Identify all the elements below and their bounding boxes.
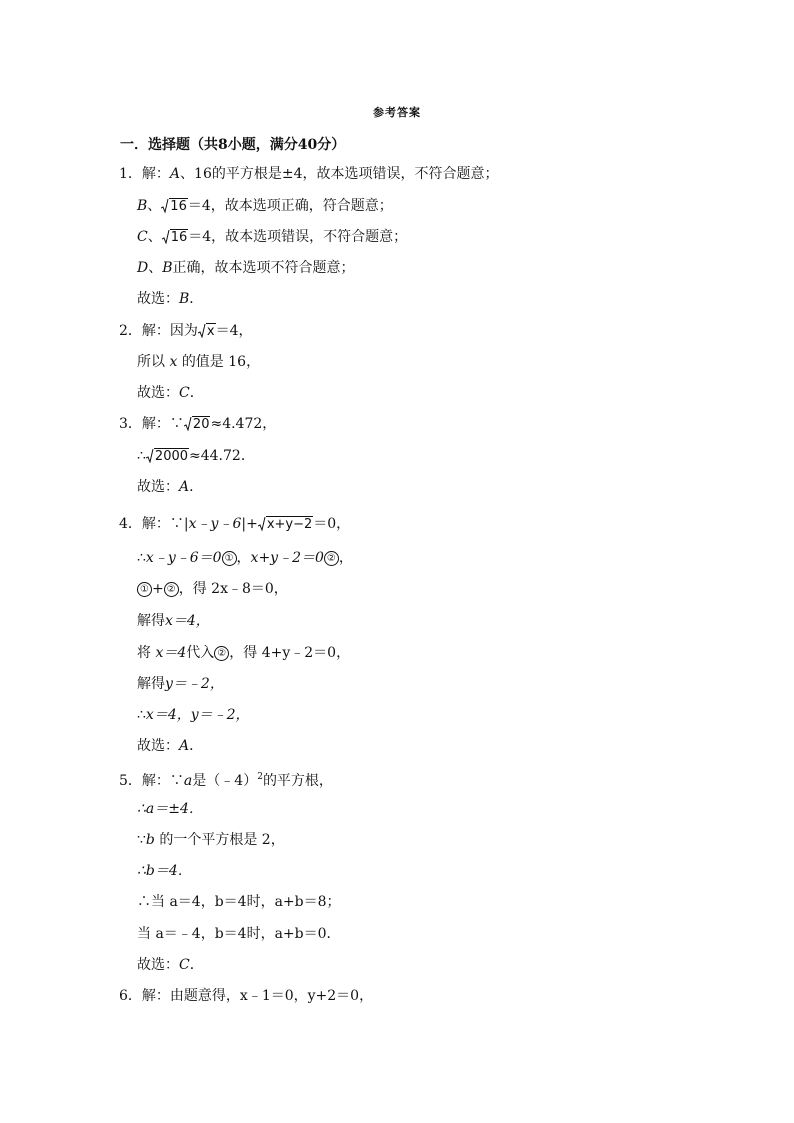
- q1-answer: [137, 290, 203, 308]
- answer-choice: A: [179, 738, 190, 754]
- q4-sub-into: 代入: [186, 645, 215, 661]
- q5-exponent: 2: [257, 772, 263, 782]
- q1-text-d: 正确，故本选项不符合题意；: [172, 260, 355, 276]
- q5-line-1: [119, 768, 333, 790]
- q4-eq-1: x﹣y﹣6＝0: [145, 550, 222, 566]
- q5-text-2: 是（﹣4）: [192, 773, 258, 789]
- q1-option-b: B: [137, 198, 148, 214]
- q4-comma: ，: [338, 550, 353, 566]
- circle-2-marker: ②: [164, 582, 179, 597]
- therefore-sign: ∴: [137, 707, 146, 723]
- radicand: 16: [170, 199, 187, 214]
- plus-sign: +: [152, 581, 164, 597]
- circle-1-marker: ①: [222, 551, 237, 566]
- q5-line-5: [137, 893, 341, 911]
- answer-label: 故选：: [137, 479, 179, 495]
- q4-abs-expr: x﹣y﹣6: [188, 516, 242, 532]
- q4-solution-x: x＝4，: [165, 613, 210, 629]
- q4-line-5: [137, 644, 350, 662]
- therefore-sign: ∴: [137, 448, 146, 464]
- q3-text-2: ≈4.472，: [210, 416, 277, 432]
- sqrt-radical: [161, 197, 188, 216]
- q5-text-3: 的平方根，: [262, 773, 333, 789]
- q2-text-1: 解：因为: [141, 323, 198, 339]
- q3-line-2: [137, 447, 255, 466]
- q5-result-b: ∴b＝4．: [137, 863, 192, 879]
- circle-2-marker: ②: [214, 646, 229, 661]
- q1-comma-b: 、: [147, 198, 162, 214]
- q1-comma-c: 、: [147, 229, 162, 245]
- q2-line-1: [119, 322, 253, 341]
- q3-number: 3．: [119, 416, 142, 432]
- q3-answer: [137, 478, 203, 496]
- therefore-sign: ∴: [137, 550, 146, 566]
- q5-text-1: 解：∵: [141, 773, 184, 789]
- q4-line-4: [137, 612, 210, 630]
- q5-var-b: b: [145, 832, 155, 848]
- q4-text-4: ，得 4+y﹣2＝0，: [229, 645, 351, 661]
- q5-number: 5．: [119, 773, 142, 789]
- q4-number: 4．: [119, 516, 142, 532]
- q2-var-x: x: [169, 354, 178, 370]
- answer-period: ．: [189, 291, 204, 307]
- q6-text-1: 解：由题意得，x﹣1＝0，y+2＝0，: [141, 988, 374, 1004]
- section-heading: 一．选择题（共8小题，满分40分）: [120, 137, 346, 153]
- q5-case-2: 当 a＝﹣4，b＝4时，a+b＝0．: [137, 926, 341, 942]
- q4-text-1: 解：∵|: [141, 516, 189, 532]
- q4-abs-close: |+: [241, 516, 258, 532]
- radicand: 2000: [154, 449, 189, 464]
- q3-text-3: ≈44.72．: [189, 448, 255, 464]
- q6-line-1: [119, 987, 373, 1005]
- answer-label: 故选：: [137, 957, 179, 973]
- q4-sub-value: x＝4: [155, 645, 187, 661]
- q2-text-2: ＝4，: [215, 323, 253, 339]
- q2-text-3: 所以: [137, 354, 165, 370]
- q4-eq-2: x+y﹣2＝0: [250, 550, 324, 566]
- sqrt-radical: [162, 228, 189, 247]
- q5-result-a: ∴a＝±4．: [137, 801, 203, 817]
- q1-label: 解：: [141, 166, 170, 182]
- because-sign: ∵: [137, 832, 146, 848]
- q5-line-4: [137, 862, 192, 880]
- q4-line-2: [137, 549, 353, 567]
- page-title: 参考答案: [373, 106, 421, 119]
- q4-line-6: [137, 675, 224, 693]
- q5-case-1: ∴当 a＝4，b＝4时，a+b＝8；: [137, 894, 341, 910]
- radicand: x+y−2: [266, 517, 313, 532]
- q3-line-1: [119, 415, 276, 434]
- q2-line-2: [137, 353, 260, 371]
- q1-line-3: [137, 228, 407, 247]
- answer-label: 故选：: [137, 738, 179, 754]
- q5-text-4: 的一个平方根是 2，: [159, 832, 285, 848]
- answer-label: 故选：: [137, 385, 179, 401]
- answer-choice: C: [179, 385, 190, 401]
- q4-solve-label: 解得: [137, 613, 165, 629]
- q1-option-d: D: [137, 260, 149, 276]
- q1-text-a: 、16的平方根是±4，故本选项错误，不符合题意；: [180, 166, 499, 182]
- answer-choice: C: [179, 957, 190, 973]
- sqrt-radical: [258, 515, 313, 534]
- q2-number: 2．: [119, 323, 142, 339]
- answer-period: ．: [189, 738, 204, 754]
- answer-label: 故选：: [137, 291, 179, 307]
- q2-answer: [137, 384, 204, 402]
- q1-number: 1．: [119, 166, 142, 182]
- q4-sub-label: 将: [137, 645, 151, 661]
- q3-text-1: 解：∵: [141, 416, 184, 432]
- answer-choice: A: [179, 479, 190, 495]
- q5-answer: [137, 956, 204, 974]
- answer-period: ．: [189, 385, 204, 401]
- q4-line-7: [137, 706, 250, 724]
- radicand: 20: [192, 417, 210, 432]
- q4-solution-y: y＝﹣2，: [165, 676, 224, 692]
- sqrt-radical: [184, 415, 211, 434]
- circle-1-marker: ①: [137, 582, 152, 597]
- answer-choice: B: [179, 291, 190, 307]
- q1-text-b: ＝4，故本选项正确，符合题意；: [187, 198, 393, 214]
- q5-line-3: [137, 831, 285, 849]
- circle-2-marker: ②: [324, 551, 339, 566]
- q4-answer: [137, 737, 203, 755]
- q4-line-3: [137, 580, 288, 598]
- radicand: x: [206, 324, 215, 339]
- answer-period: ．: [189, 479, 204, 495]
- q1-option-b-ref: B: [162, 260, 173, 276]
- sqrt-radical: [198, 322, 216, 341]
- sqrt-radical: [146, 447, 189, 466]
- q6-number: 6．: [119, 988, 142, 1004]
- q2-text-4: 的值是 16，: [181, 354, 261, 370]
- q1-line-4: [137, 259, 355, 277]
- q1-line-2: [137, 197, 393, 216]
- q1-line-1: [119, 165, 499, 183]
- q4-solve-label: 解得: [137, 676, 165, 692]
- radicand: 16: [170, 230, 188, 245]
- q4-text-3: ，得 2x﹣8＝0，: [178, 581, 288, 597]
- answer-period: ．: [189, 957, 204, 973]
- q5-var-a: a: [183, 773, 193, 789]
- q4-final: x＝4，y＝﹣2，: [145, 707, 250, 723]
- q1-text-c: ＝4，故本选项错误，不符合题意；: [188, 229, 408, 245]
- q1-option-c: C: [137, 229, 148, 245]
- q5-line-2: [137, 800, 203, 818]
- q1-option-a: A: [169, 166, 181, 182]
- q4-sep: ，: [236, 550, 251, 566]
- q5-line-6: [137, 925, 341, 943]
- q4-line-1: [119, 515, 350, 534]
- q4-text-2: ＝0，: [313, 516, 351, 532]
- q1-sep: 、: [148, 260, 163, 276]
